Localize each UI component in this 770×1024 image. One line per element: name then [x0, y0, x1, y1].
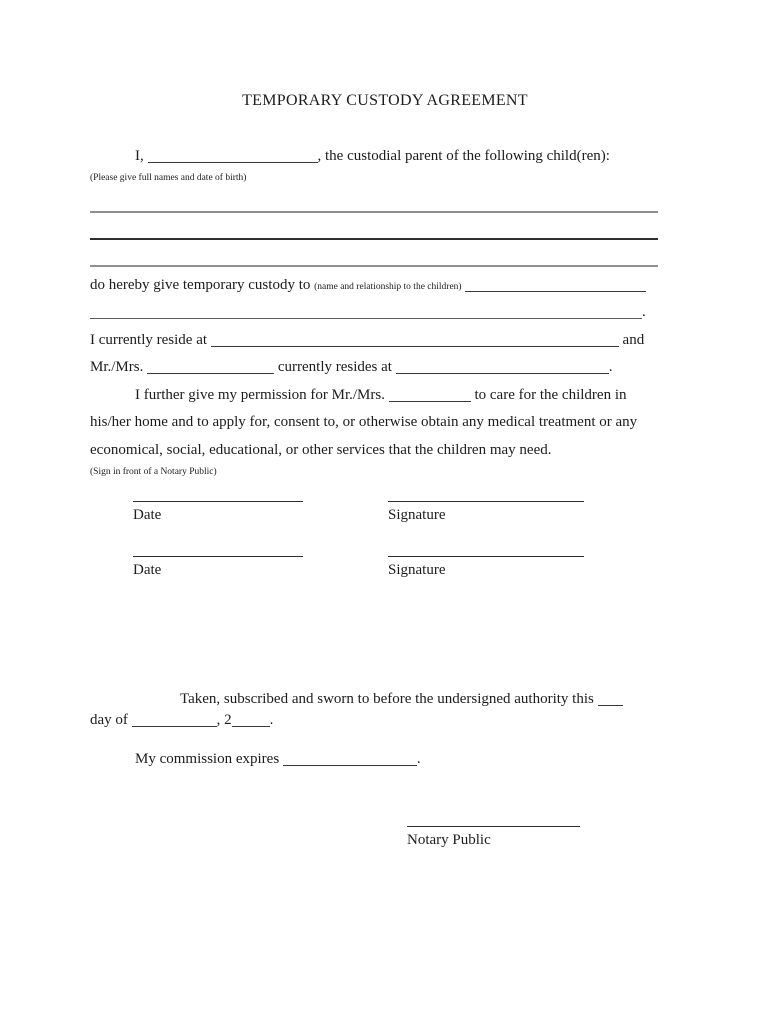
custody-grant-continuation-line [90, 299, 668, 327]
reside-and: and [622, 332, 645, 348]
intro-pre: I, [135, 148, 144, 164]
custody-terminator: . [642, 304, 646, 320]
custodian-residence-line [90, 354, 668, 382]
sworn-month-field[interactable] [132, 712, 217, 727]
year-pre: , 2 [216, 712, 232, 728]
permission-line-3: economical, social, educational, or other services that the children may need. [90, 442, 552, 458]
commission-pre: My commission expires [135, 751, 280, 767]
custodian-address-field[interactable] [396, 359, 609, 374]
sworn-pre: Taken, subscribed and sworn to before the undersigned authority this [180, 691, 594, 707]
notary-public-label: Notary Public [407, 832, 491, 848]
commission-line [90, 746, 668, 774]
custody-pre: do hereby give temporary custody to [90, 277, 311, 293]
reside-pre: I currently reside at [90, 332, 208, 348]
date-label: Date [133, 507, 162, 523]
commission-terminator: . [416, 751, 421, 767]
custodial-parent-name-field[interactable] [148, 148, 318, 163]
custodial-parent-address-field[interactable] [211, 332, 619, 347]
signature-row-2-signature [388, 556, 584, 583]
commission-expiry-field[interactable] [283, 751, 417, 766]
sworn-year-field[interactable] [232, 712, 270, 727]
notary-signature-block [407, 826, 580, 853]
intro-post: , the custodial parent of the following child(ren): [317, 148, 610, 164]
permission-line-2: his/her home and to apply for, consent to, or otherwise obtain any medical treatment or any [90, 414, 638, 430]
permission-line-1 [90, 382, 668, 410]
permission-pre: I further give my permission for Mr./Mrs. [135, 387, 385, 403]
children-names-line-3[interactable] [90, 265, 658, 267]
intro-line [90, 143, 668, 171]
day-of-text: day of [90, 712, 128, 728]
custodian-name-relationship-field[interactable] [465, 277, 646, 292]
children-hint: (Please give full names and date of birth) [90, 173, 247, 183]
sworn-day-field[interactable] [598, 691, 623, 706]
permission-custodian-name-field[interactable] [389, 387, 471, 402]
document-title: TEMPORARY CUSTODY AGREEMENT [242, 92, 528, 109]
custodian-name-field[interactable] [147, 359, 274, 374]
custodian-mid: currently resides at [277, 359, 392, 375]
custody-hint: (name and relationship to the children) [314, 282, 462, 292]
signature-label: Signature [388, 562, 446, 578]
date-label: Date [133, 562, 162, 578]
custody-grant-line [90, 272, 668, 300]
custodian-name-relationship-continuation-field[interactable] [90, 304, 642, 319]
custodian-pre: Mr./Mrs. [90, 359, 144, 375]
sworn-terminator: . [269, 712, 274, 728]
signature-row-2-date [133, 556, 303, 583]
permission-post: to care for the children in [474, 387, 627, 403]
custodial-residence-line [90, 327, 668, 355]
signature-row-1-date [133, 501, 303, 528]
children-names-line-1[interactable] [90, 211, 658, 213]
sworn-date-line [90, 707, 668, 735]
residence-terminator: . [608, 359, 613, 375]
children-names-line-2[interactable] [90, 238, 658, 240]
signature-label: Signature [388, 507, 446, 523]
signature-row-1-signature [388, 501, 584, 528]
notary-sign-hint: (Sign in front of a Notary Public) [90, 467, 217, 477]
